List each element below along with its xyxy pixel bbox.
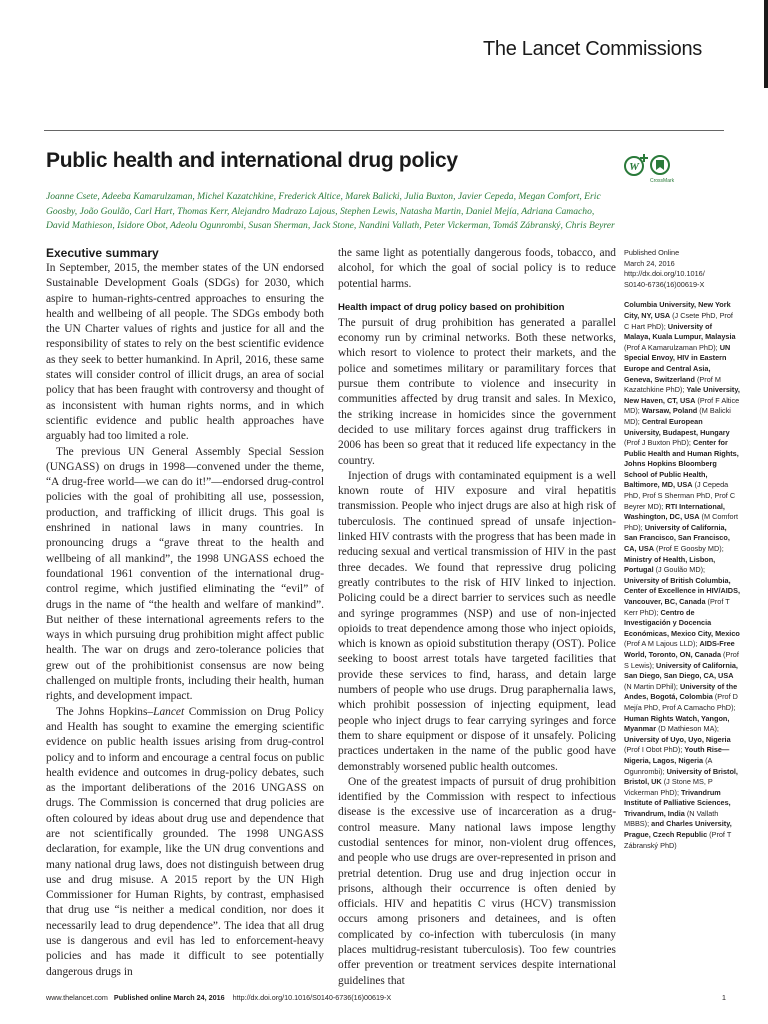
- affiliation-authors: (N Vallath MBBS);: [624, 808, 719, 829]
- pub-line: March 24, 2016: [624, 258, 675, 268]
- affiliation-institution: Warsaw, Poland: [641, 406, 698, 416]
- affiliation-institution: University of British Columbia, Center of Excellence in HIV/AIDS, Vancouver, BC, Canada: [624, 575, 740, 606]
- lancet-italic: Lancet: [153, 705, 185, 718]
- affiliation-authors: (Prof T Zábranský PhD): [624, 830, 732, 850]
- author-list: Joanne Csete, Adeeba Kamarulzaman, Michel Kazatchkine, Frederick Altice, Marek Balicki, Julia Buxton, Javier Cepeda, Megan Comfort, Eric Goosby, João Goulão, Carl Hart, Thomas Kerr, Alejandro Madrazo Lajous, Stephen Lewis, Natasha Martin, Daniel Mejía, Adriana Camacho, David Mathieson, Isidore Obot, Adeolu Ogunrombi, Susan Sherman, Jack Stone, Nandini Vallath, Peter Vickerman, Tomáš Zábranský, Chris Beyrer: [46, 191, 615, 231]
- affiliation-authors: (J Csete PhD, Prof C Hart PhD);: [624, 310, 733, 331]
- footer-doi-link[interactable]: http://dx.doi.org/10.1016/S0140-6736(16)00619-X: [232, 993, 392, 1002]
- affiliation-authors: (Prof A Kamarulzaman PhD);: [624, 342, 720, 352]
- affiliation-authors: (Prof J Buxton PhD);: [624, 438, 693, 448]
- affiliation-institution: University of Uyo, Uyo, Nigeria: [624, 734, 731, 744]
- paragraph: the same light as potentially dangerous foods, tobacco, and alcohol, for which the goal of social policy is to reduce potential harms.: [338, 247, 616, 290]
- affiliation-institution: UN Special Envoy, HIV in Eastern Europe and Central Asia, Geneva, Switzerland: [624, 342, 731, 384]
- affiliation-institution: and Charles University, Prague, Czech Republic: [624, 819, 732, 840]
- affiliation-institution: Central European University, Budapest, Hungary: [624, 416, 730, 437]
- pub-line: S0140-6736(16)00619-X: [624, 279, 705, 289]
- paragraph: The pursuit of drug prohibition has generated a parallel economy run by criminal networks. Both these networks, which resort to violence to protect their markets, and the police and sometimes military or paramilitary forces that pursue them contribute to violence and insecurity in communities affected by drug transit and sales. In Mexico, the striking increase in homicides since the government decided to use military forces against drug traffickers in 2006 has been so great that it reduced life expectancy in the country.: [338, 316, 616, 467]
- published-online-info: [624, 248, 740, 290]
- footer: [46, 993, 730, 1002]
- text-span: Commission on Drug Policy and Health has sought to examine the emerging scientific evidence on public health issues arising from drug-control policy and to inform and encourage a central focus on public health evidence and outcomes in drug-policy debates, such as the important deliberations of the 2016 UNGASS on drugs. The Commission is concerned that drug policies are often coloured by ideas about drug use and dependence that are not scientifically grounded. The 1998 UNGASS declaration, for example, like the UN drug conventions and many national drug laws, does not distinguish between drug use and drug misuse. A 2015 report by the UN High Commissioner for Human Rights, by contrast, emphasised that drug use “is neither a medical condition, nor does it necessarily lead to drug dependence”. The idea that all drug use is dangerous and evil has led to enforcement-heavy policies and has made it difficult to see potentially dangerous drugs in: [46, 705, 325, 978]
- affiliation-authors: (N Martin DPhil);: [624, 681, 680, 691]
- affiliation-institution: Centro de Investigación y Docencia Económicas, Mexico City, Mexico: [624, 607, 740, 638]
- affiliation-authors: (M Comfort PhD);: [624, 512, 739, 532]
- affiliation-authors: (D Mathieson MA);: [656, 724, 719, 734]
- executive-summary-heading: Executive summary: [46, 246, 159, 260]
- affiliation-authors: (J Cepeda PhD, Prof S Sherman PhD, Prof C Beyrer MD);: [624, 480, 736, 511]
- pub-line: Published Online: [624, 248, 680, 257]
- text-span: The Johns Hopkins–: [56, 705, 154, 718]
- affiliation-institution: University of the Andes, Bogotá, Colombia: [624, 681, 738, 702]
- affiliation-authors: (M Balicki MD);: [624, 406, 731, 426]
- paragraph: [46, 705, 324, 980]
- affiliation-institution: Center for Public Health and Human Rights, Johns Hopkins Bloomberg School of Public Health, Baltimore, MD, USA: [624, 438, 739, 490]
- paragraph: Injection of drugs with contaminated equipment is a well known route of HIV exposure and viral hepatitis transmission. People who inject drugs are also at high risk of tuberculosis. The continued spread of unsafe injection-linked HIV contrasts with the progress that has been made in reducing sexual and vertical transmission of HIV in the past three decades. We found that repressive drug policing greatly contributes to the risk of HIV linked to injection. Policing could be a direct barrier to services such as needle and syringe programmes (NSP) and use of non-injected opioids to treat dependence among those who inject opioids, which is known as opioid substitution therapy (OST). Police seeking to boost arrest totals have targeted facilities that provide these services to find, harass, and detain large numbers of people who use drugs. Drug paraphernalia laws, which prohibit possession of injecting equipment, lead people who inject drugs to fear carrying syringes and force them to share equipment or dispose of it unsafely. Policing practices undertaken in the name of the public good have demonstrably worsened public health outcomes.: [338, 469, 616, 773]
- affiliation-authors: (A Ogunrombi);: [624, 755, 712, 776]
- paragraph: In September, 2015, the member states of the UN endorsed Sustainable Development Goals (SDGs) for 2030, which aspire to human-rights-centred approaches to ensuring the health and wellbeing of all people. The SDGs embody both the UN Charter values of rights and justice for all and the responsibility of states to rely on the best scientific evidence as they seek to better humankind. In April, 2016, these same states will consider control of illicit drugs, an area of social policy that has been fraught with controversy and thought of as inconsistent with human rights norms, and in which scientific evidence and public health approaches have arguably had too limited a role.: [46, 262, 324, 443]
- affiliation-institution: Ministry of Health, Lisbon, Portugal: [624, 554, 716, 575]
- page-number: 1: [721, 993, 726, 1002]
- affiliation-institution: RTI International, Washington, DC, USA: [624, 501, 725, 522]
- footer-site-link[interactable]: www.thelancet.com: [46, 993, 108, 1002]
- affiliation-authors: (Prof S Lewis);: [624, 649, 739, 670]
- paragraph: One of the greatest impacts of pursuit of drug prohibition identified by the Commission with respect to infectious disease is the excessive use of incarceration as a drug-control measure. Many national laws impose lengthy custodial sentences for minor, non-violent drug offences, and people who use drugs are over-represented in prison and pretrial detention. Drug use and drug injection occur in prisons, although their occurrence is often denied by officials. HIV and hepatitis C virus (HCV) transmission occurs among prisoners and detainees, and is often complicated by co-infection with tuberculosis (in many places multidrug-resistant tuberculosis). Too few countries offer prevention or treatment services despite international guidelines that: [338, 775, 616, 987]
- article-title: Public health and international drug policy: [46, 149, 458, 172]
- body-column-1: [46, 246, 325, 978]
- affiliation-institution: Columbia University, New York City, NY, USA: [624, 300, 731, 320]
- top-edge-bar: [764, 0, 768, 88]
- affiliation-institution: University of California, San Francisco, San Francisco, CA, USA: [624, 522, 730, 554]
- section-title: The Lancet Commissions: [482, 38, 702, 60]
- affiliation-institution: AIDS-Free World, Toronto, ON, Canada: [624, 639, 735, 659]
- affiliation-institution: University of Bristol, Bristol, UK: [624, 766, 738, 787]
- affiliations: [624, 300, 740, 851]
- affiliation-institution: Youth Rise—Nigeria, Lagos, Nigeria: [624, 745, 730, 765]
- affiliation-authors: (Prof A M Lajous LLD);: [624, 639, 700, 649]
- health-impact-heading: Health impact of drug policy based on prohibition: [338, 301, 565, 313]
- affiliation-authors: (Prof I Obot PhD);: [624, 745, 685, 755]
- affiliation-authors: (Prof E Goosby MD);: [654, 544, 724, 554]
- affiliation-authors: (Prof T Kerr PhD);: [624, 597, 730, 617]
- body-column-2: [338, 246, 616, 987]
- affiliation-institution: Yale University, New Haven, CT, USA: [624, 385, 740, 405]
- affiliation-institution: Human Rights Watch, Yangon, Myanmar: [624, 713, 730, 734]
- paragraph: The previous UN General Assembly Special Session (UNGASS) on drugs in 1998—convened under the theme, “A drug-free world—we can do it!”—endorsed drug-control policies with the goal of prohibiting all use, possession, production, and trafficking of illicit drugs. This goal is enshrined in national laws in many countries. In pronouncing drugs a “grave threat to the health and wellbeing of all mankind”, the 1998 UNGASS echoed the foundational 1961 convention of the international drug-control regime, which justified eliminating the “evil” of drugs in the name of “the health and welfare of mankind”. But neither of these international agreements refers to the ways in which pursuing drug prohibition might affect public health. The war on drugs and zero-tolerance policies that grew out of the prohibitionist consensus are now being challenged on multiple fronts, including their health, human rights, and development impact.: [46, 445, 324, 703]
- affiliation-authors: (Prof M Kazatchkine PhD);: [624, 374, 721, 395]
- doi-link[interactable]: http://dx.doi.org/10.1016/: [624, 269, 705, 279]
- header-rule: [44, 130, 724, 131]
- footer-published: Published online March 24, 2016: [113, 993, 225, 1002]
- affiliation-institution: Trivandrum Institute of Palliative Sciences, Trivandrum, India: [624, 787, 731, 818]
- article-icons: [624, 150, 675, 184]
- svg-text:W: W: [629, 161, 639, 173]
- affiliation-authors: (Prof F Altice MD);: [624, 395, 740, 416]
- affiliation-institution: University of California, San Diego, San Diego, CA, USA: [624, 660, 738, 681]
- crossmark-label: CrossMark: [650, 178, 675, 184]
- affiliation-authors: (J Goulão MD);: [653, 565, 706, 575]
- affiliation-institution: University of Malaya, Kuala Lumpur, Malaysia: [624, 321, 736, 342]
- sidebar: [624, 248, 740, 851]
- affiliation-authors: (J Stone MS, P Vickerman PhD);: [624, 777, 713, 797]
- affiliation-authors: (Prof D Mejía PhD, Prof A Camacho PhD);: [624, 692, 738, 712]
